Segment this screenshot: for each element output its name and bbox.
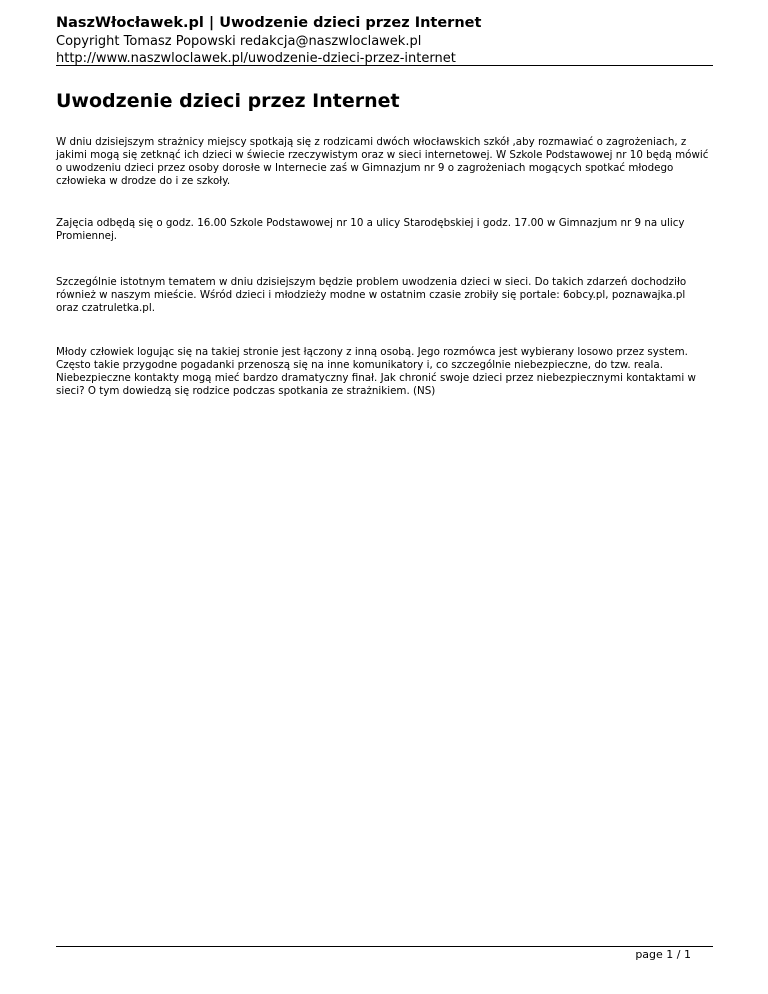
article-paragraph-3 (56, 276, 706, 315)
header-divider (56, 65, 713, 66)
article-title: Uwodzenie dzieci przez Internet (56, 90, 400, 112)
paragraph-line: jakimi mogą się zetknąć ich dzieci w świecie rzeczywistym oraz w sieci internetowej. W Szkole Podstawowej nr 10 będą mówić (56, 149, 709, 161)
site-title: NaszWłocławek.pl | Uwodzenie dzieci przez Internet (56, 15, 482, 31)
page-number: page 1 / 1 (635, 948, 691, 961)
paragraph-line: o uwodzeniu dzieci przez osoby dorosłe w Internecie zaś w Gimnazjum nr 9 o zagrożeniach mogących spotkać młodego (56, 162, 674, 174)
article-paragraph-1 (56, 136, 709, 188)
copyright-line: Copyright Tomasz Popowski redakcja@naszwloclawek.pl (56, 34, 422, 49)
footer-divider (56, 946, 713, 947)
paragraph-line: Niebezpieczne kontakty mogą mieć bardzo dramatyczny finał. Jak chronić swoje dzieci przez niebezpiecznymi kontaktami w (56, 372, 696, 384)
article-paragraph-4 (56, 346, 706, 398)
paragraph-line: Szczególnie istotnym tematem w dniu dzisiejszym będzie problem uwodzenia dzieci w sieci. Do takich zdarzeń dochodziło (56, 276, 687, 288)
paragraph-line: Zajęcia odbędą się o godz. 16.00 Szkole Podstawowej nr 10 a ulicy Starodębskiej i godz. 17.00 w Gimnazjum nr 9 na ulicy (56, 217, 685, 229)
paragraph-line: również w naszym mieście. Wśród dzieci i młodzieży modne w ostatnim czasie zrobiły się portale: 6obcy.pl, poznawajka.pl (56, 289, 686, 301)
paragraph-line: oraz czatruletka.pl. (56, 302, 155, 314)
paragraph-line: Młody człowiek logując się na takiej stronie jest łączony z inną osobą. Jego rozmówca jest wybierany losowo przez system. (56, 346, 688, 358)
source-url: http://www.naszwloclawek.pl/uwodzenie-dzieci-przez-internet (56, 51, 456, 66)
paragraph-line: Często takie przygodne pogadanki przenoszą się na inne komunikatory i, co szczególnie niebezpieczne, do tzw. reala. (56, 359, 664, 371)
document-header (56, 14, 713, 67)
paragraph-line: człowieka w drodze do i ze szkoły. (56, 175, 231, 187)
paragraph-line: Promiennej. (56, 230, 118, 242)
article-paragraph-2 (56, 217, 706, 243)
paragraph-line: sieci? O tym dowiedzą się rodzice podczas spotkania ze strażnikiem. (NS) (56, 385, 436, 397)
paragraph-line: W dniu dzisiejszym strażnicy miejscy spotkają się z rodzicami dwóch włocławskich szkół ,aby rozmawiać o zagrożeniach, z (56, 136, 687, 148)
